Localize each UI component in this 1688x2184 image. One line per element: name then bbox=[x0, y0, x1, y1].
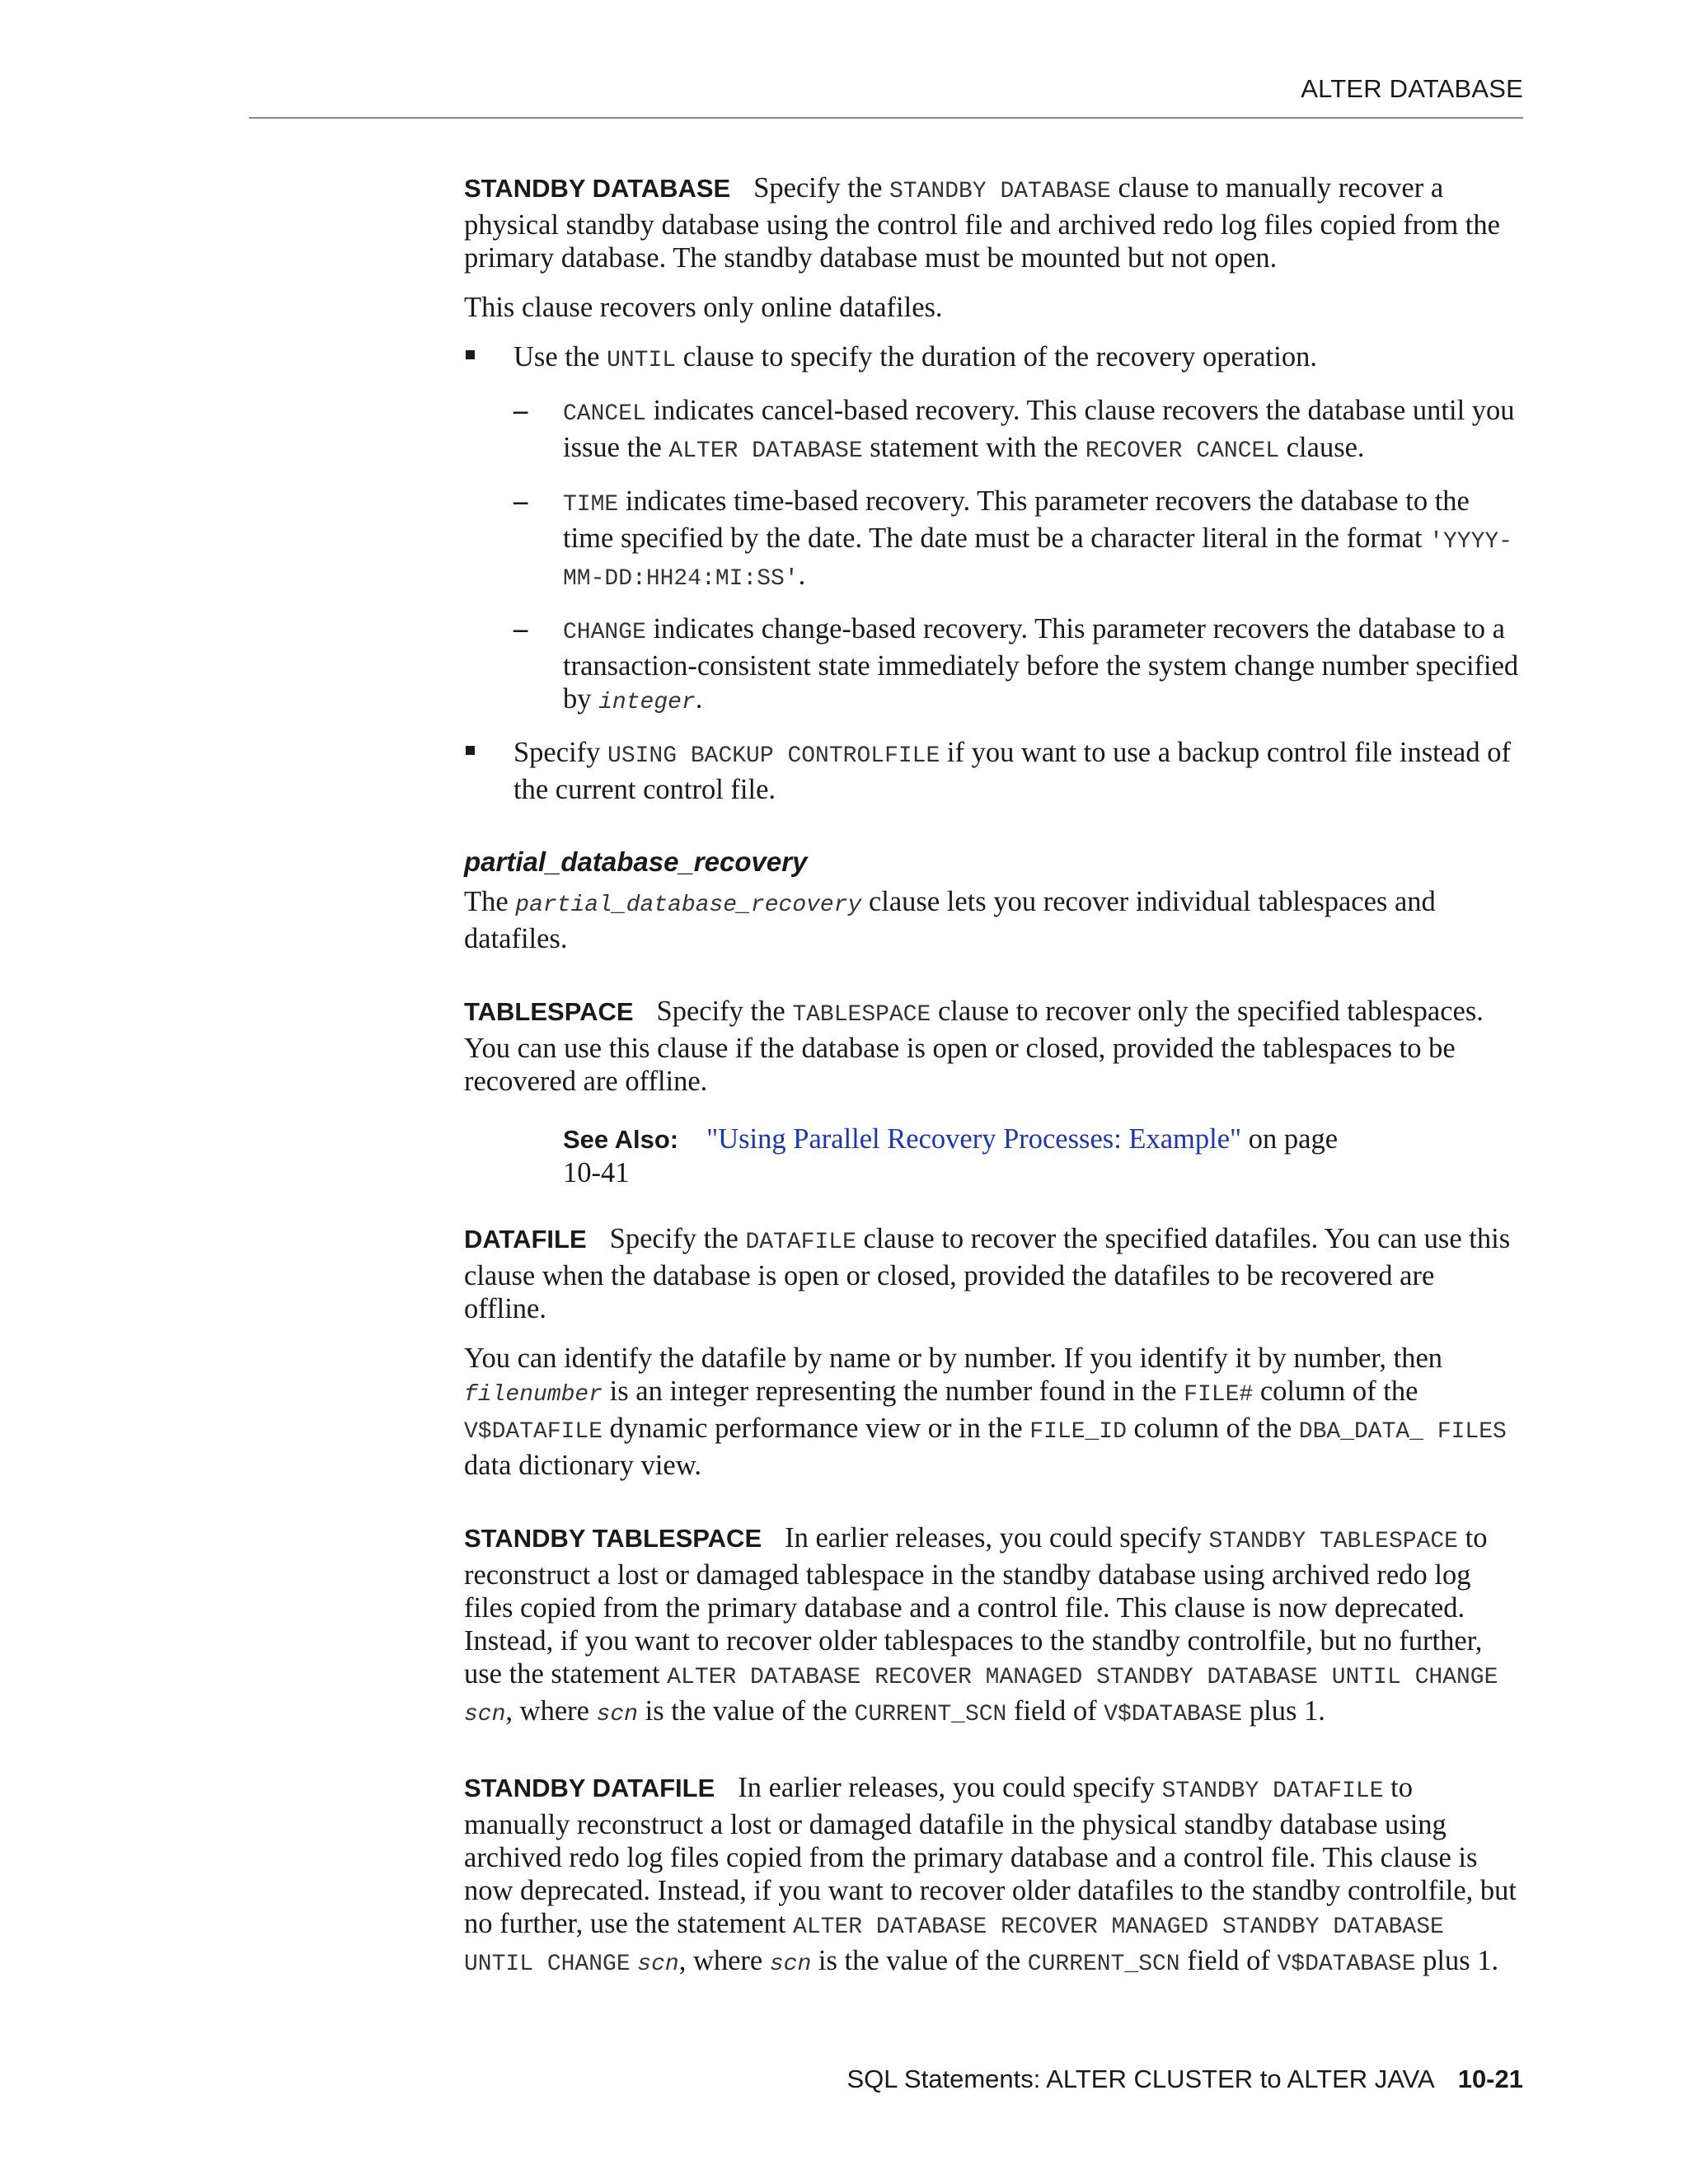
list-item-time: – TIME indicates time-based recovery. This parameter recovers the database to the time specified by the date. The date must be a character literal in the format 'YYYY-MM-DD:HH24:MI:SS'. bbox=[513, 485, 1512, 592]
standby-datafile-paragraph: STANDBY DATAFILE In earlier releases, you could specify STANDBY DATAFILE to manually reconstruct a lost or damaged datafile in the physical standby database using archived redo log files copied from the primary database and a control file. This clause is now deprecated. Instead, if you want to recover older datafiles to the standby controlfile, but no further, use the statement ALTER DATABASE RECOVER MANAGED STANDBY DATABASE UNTIL CHANGE scn, where scn is the value of the CURRENT_SCN field of V$DATABASE plus 1. bbox=[464, 1772, 1517, 1977]
until-options-list bbox=[513, 394, 1523, 719]
datafile-identify-paragraph: You can identify the datafile by name or by number. If you identify it by number, then filenumber is an integer representing the number found in the FILE# column of the V$DATAFILE dynamic performance view or in the FILE_ID column of the DBA_DATA_ FILES data dictionary view. bbox=[464, 1343, 1507, 1481]
partial-recovery-paragraph: The partial_database_recovery clause lets you recover individual tablespaces and datafiles. bbox=[464, 886, 1436, 954]
page-content bbox=[464, 171, 1523, 1998]
dash-bullet-icon: – bbox=[513, 485, 528, 517]
list-item: Specify USING BACKUP CONTROLFILE if you want to use a backup control file instead of the current control file. bbox=[464, 736, 1523, 806]
online-datafiles-note: This clause recovers only online datafiles. bbox=[464, 292, 943, 323]
square-bullet-icon bbox=[466, 350, 475, 359]
dash-bullet-icon: – bbox=[513, 613, 528, 644]
list-item-cancel: – CANCEL indicates cancel-based recovery. This clause recovers the database until you issue the ALTER DATABASE statement with the RECOVER CANCEL clause. bbox=[513, 395, 1515, 464]
tablespace-term: TABLESPACE bbox=[464, 997, 634, 1026]
parallel-recovery-example-link[interactable]: "Using Parallel Recovery Processes: Example" bbox=[706, 1123, 1242, 1155]
list-item-change: – CHANGE indicates change-based recovery. This parameter recovers the database to a transaction-consistent state immediately before the system change number specified by integer. bbox=[513, 613, 1519, 715]
running-header bbox=[249, 74, 1523, 119]
running-header-title: ALTER DATABASE bbox=[1301, 74, 1523, 103]
see-also-note: See Also: "Using Parallel Recovery Processes: Example" on page 10-41 bbox=[563, 1123, 1339, 1188]
footer-title: SQL Statements: ALTER CLUSTER to ALTER JAVA bbox=[846, 2064, 1435, 2093]
section-heading-partial-database-recovery: partial_database_recovery bbox=[464, 846, 808, 877]
datafile-paragraph: DATAFILE Specify the DATAFILE clause to recover the specified datafiles. You can use this clause when the database is open or closed, provided the datafiles to be recovered are offline. bbox=[464, 1223, 1511, 1324]
datafile-term: DATAFILE bbox=[464, 1225, 587, 1254]
page-footer bbox=[846, 2064, 1523, 2094]
standby-tablespace-term: STANDBY TABLESPACE bbox=[464, 1524, 762, 1553]
tablespace-paragraph: TABLESPACE Specify the TABLESPACE clause to recover only the specified tablespaces. You can use this clause if the database is open or closed, provided the tablespaces to be recovered are offline. bbox=[464, 996, 1484, 1097]
standby-database-paragraph: STANDBY DATABASE Specify the STANDBY DATABASE clause to manually recover a physical standby database using the control file and archived redo log files copied from the primary database. The standby database must be mounted but not open. bbox=[464, 172, 1500, 274]
page-number: 10-21 bbox=[1457, 2064, 1523, 2093]
list-item: Use the UNTIL clause to specify the duration of the recovery operation. – CANCEL indicates cancel-based recovery. This clause recovers the database until you issue the ALTER DATABASE statement with the RECOVER CANCEL clause. – TIME indicates time-based recovery. This parameter recovers the database to the time specified by the date. The date must be a character literal in the format 'YYYY-MM-DD:HH24:MI:SS'. – CHANGE indicates change-based recovery. This parameter recovers the database to a transaction-consistent state immediately before the system change number specified by integer. bbox=[464, 340, 1523, 719]
dash-bullet-icon: – bbox=[513, 395, 528, 426]
standby-datafile-term: STANDBY DATAFILE bbox=[464, 1774, 715, 1802]
standby-tablespace-paragraph: STANDBY TABLESPACE In earlier releases, you could specify STANDBY TABLESPACE to reconstruct a lost or damaged tablespace in the standby database using archived redo log files copied from the primary database and a control file. This clause is now deprecated. Instead, if you want to recover older tablespaces to the standby controlfile, but no further, use the statement ALTER DATABASE RECOVER MANAGED STANDBY DATABASE UNTIL CHANGE scn, where scn is the value of the CURRENT_SCN field of V$DATABASE plus 1. bbox=[464, 1522, 1498, 1727]
square-bullet-icon bbox=[466, 746, 475, 755]
recovery-options-list bbox=[464, 340, 1523, 806]
see-also-label: See Also: bbox=[563, 1125, 679, 1154]
standby-database-term: STANDBY DATABASE bbox=[464, 174, 731, 203]
